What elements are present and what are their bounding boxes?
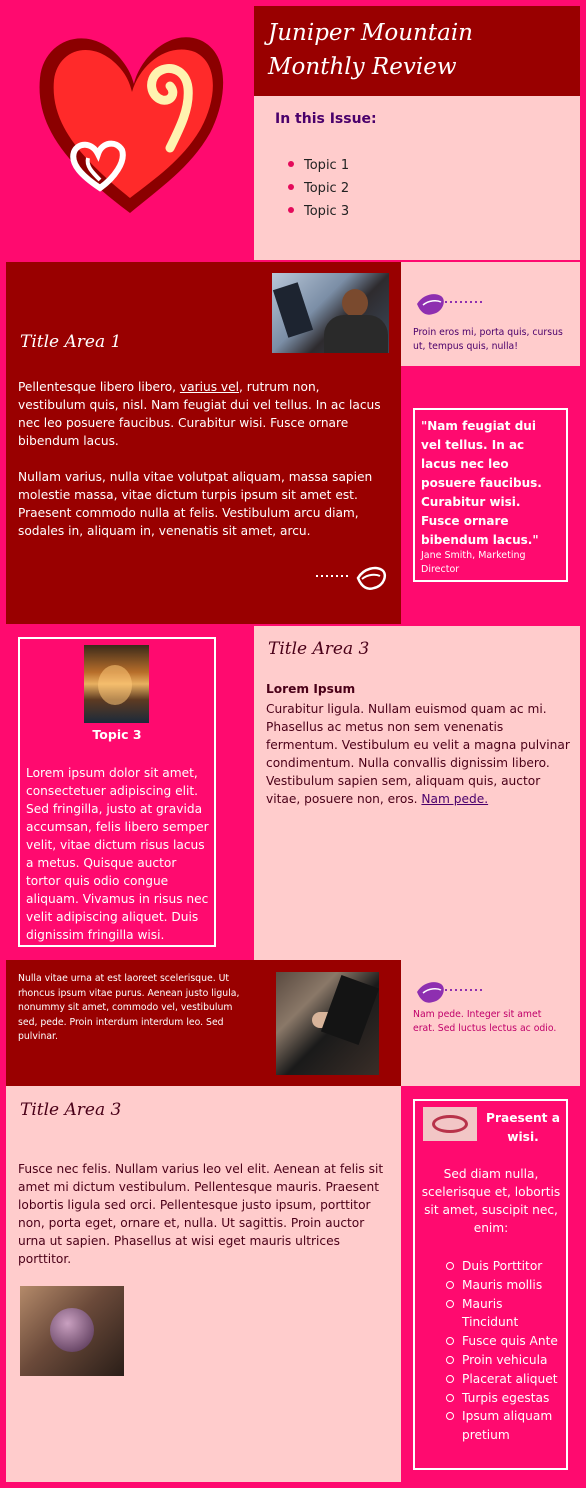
quote-attribution: Jane Smith, Marketing Director [421,550,526,575]
article-4-text: Fusce nec felis. Nullam varius leo vel elit. Aenean at felis sit amet mi dictum vestibulum. Pellentesque mauris. Praesent lobortis ligula sed orci. Pellentesque justo ipsum, porttitor non, porta eget, ornare et, nulla. Ut sagittis. Proin auctor urna ut sapien. Phasellus at wisi eget mauris ultrices porttitor. [18,1162,384,1266]
article-3-subheading: Lorem Ipsum [266,682,356,696]
topics-list [284,154,349,223]
photo-man-at-computer [272,273,389,353]
sidebar-2-item[interactable]: Proin vehicula [446,1351,562,1370]
sidebar-2-item[interactable]: Mauris mollis [446,1276,562,1295]
sidebar-caption-1 [401,262,580,366]
heart-arrow-icon [314,562,389,594]
newsletter-title-line2: Monthly Review [268,54,457,80]
photo-rings [423,1107,477,1141]
topic-link-2[interactable]: Topic 2 [284,177,349,200]
heart-logo-icon [30,18,230,224]
sidebar-2-item[interactable]: Placerat aliquet [446,1370,562,1389]
sidebar-2-text: Sed diam nulla, scelerisque et, lobortis sit amet, suscipit nec, enim: [421,1167,561,1235]
article-3-title: Title Area 3 [268,639,370,659]
article-1-text-part: Pellentesque libero libero, [18,380,180,394]
pull-quote: "Nam feugiat dui vel tellus. In ac lacus nec leo posuere faucibus. Curabitur wisi. Fusce ornare bibendum lacus." [421,419,542,547]
topic-link-3[interactable]: Topic 3 [284,200,349,223]
article-3-text [266,700,576,808]
article-1-title: Title Area 1 [20,332,122,352]
sidebar-caption-2-text: Nam pede. Integer sit amet erat. Sed luctus lectus ac odio. [413,1009,557,1034]
varius-vel-link[interactable]: varius vel [179,380,240,394]
sidebar-2-item[interactable]: Ipsum aliquam pretium [446,1407,562,1445]
article-3-body: Curabitur ligula. Nullam euismod quam ac mi. Phasellus ac metus non sem venenatis fermentum. Vestibulum eu velit a magna pulvinar condimentum. Nulla convallis dignissim libero. Vestibulum sapien sem, aliquam quis, auctor vitae, posuere non, eros. [266,702,570,806]
article-1 [6,262,401,624]
photo-cave [84,645,149,723]
article-1-paragraph-2: Nullam varius, nulla vitae volutpat aliquam, massa sapien molestie massa, vitae dictum turpis ipsum sit amet est. Praesent commodo nulla at felis. Vestibulum arcu diam, sodales in, aliquam in, venenatis sit amet, arcu. [18,470,373,538]
masthead [254,6,580,96]
topic-3-text: Lorem ipsum dolor sit amet, consectetuer adipiscing elit. Sed fringilla, justo at gravida accumsan, felis libero semper velit, vitae dictum risus lacus a metus. Quisque auctor tortor quis odio congue aliquam. Vivamus in risus nec velit adipiscing aliquet. Duis dignissim fringilla wisi. [26,766,209,942]
nam-pede-link[interactable]: Nam pede. [421,792,489,806]
quote-box [413,408,568,582]
photo-handshake [276,972,379,1075]
article-1-paragraph-1 [18,378,386,450]
topic-3-heading: Topic 3 [92,727,142,742]
sidebar-2-list [446,1257,562,1445]
topic-3-box [18,637,216,947]
in-this-issue-heading: In this Issue: [275,111,377,127]
sidebar-2-heading: Praesent a wisi. [486,1111,560,1144]
heart-arrow-icon [413,978,488,1008]
article-1-text-part-2: , rutrum non, vestibulum quis, nisl. Nam feugiat dui vel tellus. In ac lacus nec leo posuere faucibus. Curabitur wisi. Fusce ornare bibendum lacus. [18,380,381,448]
sidebar-2-item[interactable]: Fusce quis Ante [446,1332,562,1351]
article-3 [254,626,580,960]
sidebar-caption-2 [401,960,580,1086]
sidebar-2-item[interactable]: Duis Porttitor [446,1257,562,1276]
feature-band-text: Nulla vitae urna at est laoreet scelerisque. Ut rhoncus ipsum vitae purus. Aenean justo ligula, nonummy sit amet, commodo vel, vestibulum sed, pede. Proin interdum interdum leo. Sed pulvinar. [18,973,240,1042]
article-4 [6,1086,401,1482]
feature-band [6,960,401,1086]
heart-arrow-icon [413,290,488,320]
issue-contents-panel [254,96,580,260]
photo-hands-globe [20,1286,124,1376]
sidebar-2-item[interactable]: Turpis egestas [446,1389,562,1408]
sidebar-box-2 [413,1099,568,1470]
newsletter-title-line1: Juniper Mountain [268,20,473,46]
sidebar-2-item[interactable]: Mauris Tincidunt [446,1295,562,1333]
topic-link-1[interactable]: Topic 1 [284,154,349,177]
sidebar-caption-1-text: Proin eros mi, porta quis, cursus ut, tempus quis, nulla! [413,327,563,352]
article-4-title: Title Area 3 [20,1100,122,1120]
